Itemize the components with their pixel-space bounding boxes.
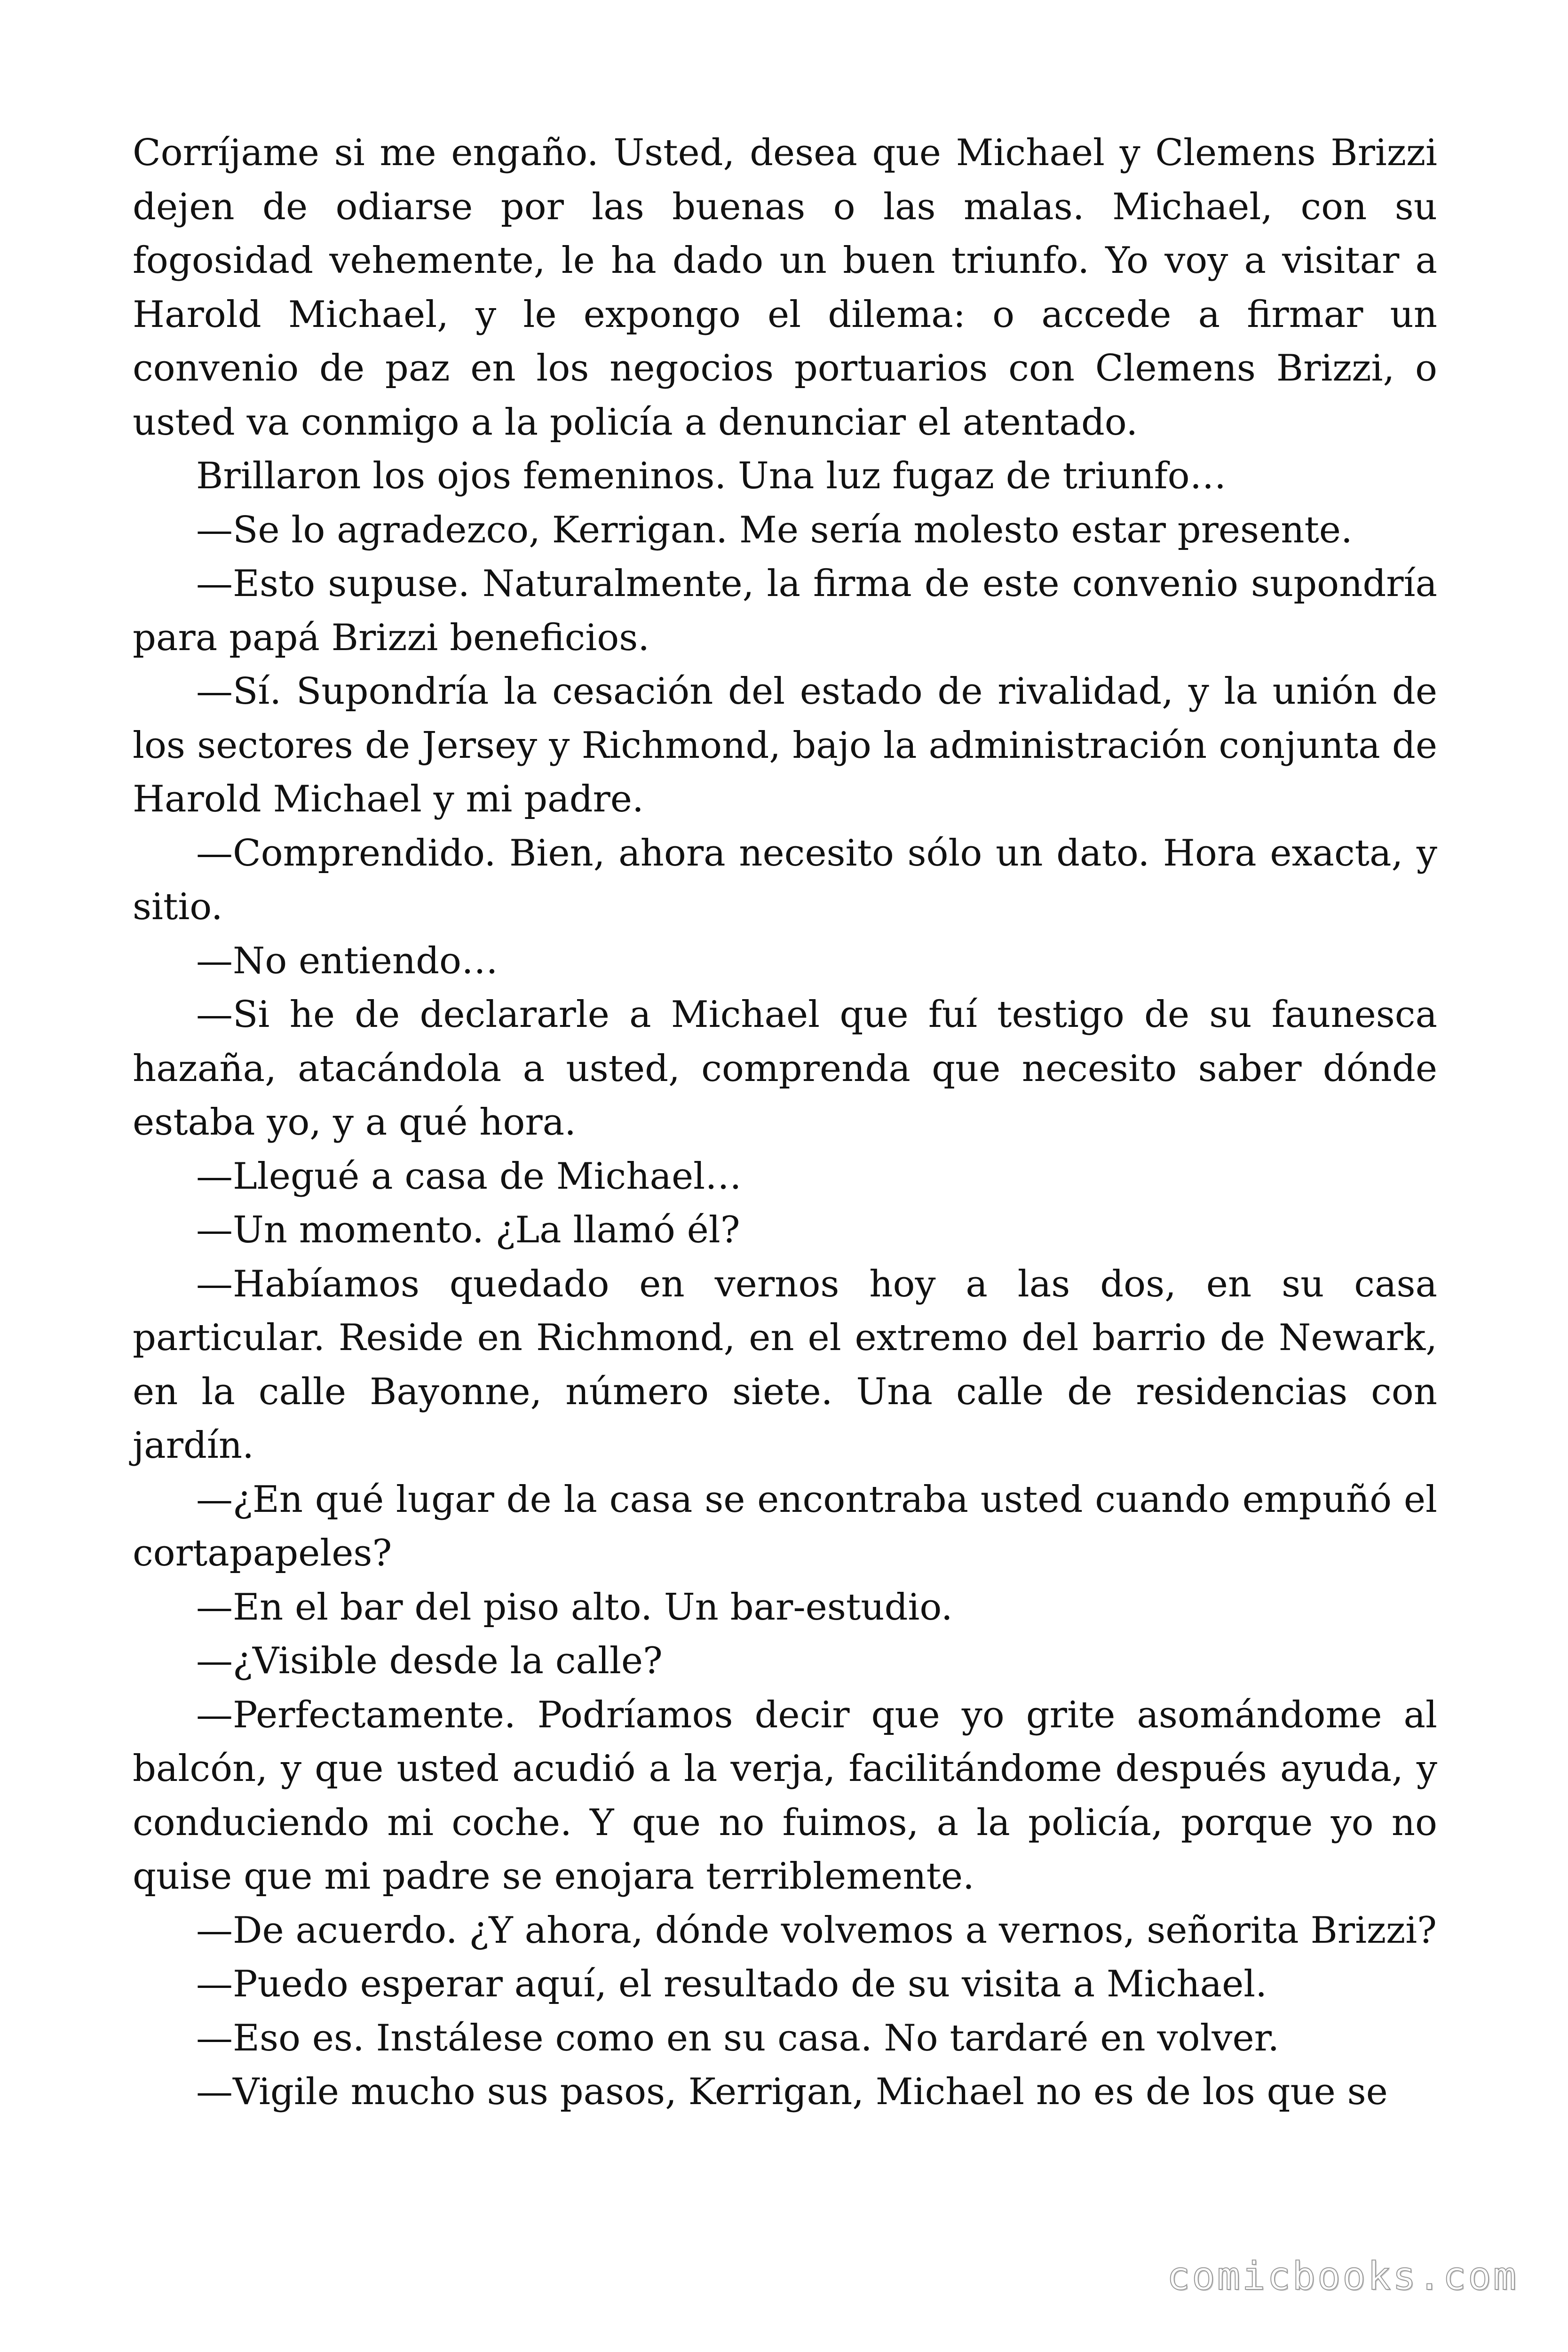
paragraph-19: —Vigile mucho sus pasos, Kerrigan, Michael no es de los que se <box>196 2071 1388 2113</box>
paragraph-2: Brillaron los ojos femeninos. Una luz fugaz de triunfo… <box>196 455 1227 497</box>
paragraph-14: —¿Visible desde la calle? <box>196 1640 663 1682</box>
paragraph-4: —Esto supuse. Naturalmente, la firma de este convenio supondría para papá Brizzi beneficios. <box>133 563 1437 659</box>
paragraph-11: —Habíamos quedado en vernos hoy a las dos, en su casa particular. Reside en Richmond, en el extremo del barrio de Newark, en la calle Bayonne, número siete. Una calle de residencias con jardín. <box>133 1263 1437 1467</box>
paragraph-18: —Eso es. Instálese como en su casa. No tardaré en volver. <box>196 2017 1280 2059</box>
watermark: comicbooks.com <box>1166 2254 1518 2299</box>
paragraph-12: —¿En qué lugar de la casa se encontraba usted cuando empuñó el cortapapeles? <box>133 1478 1437 1574</box>
paragraph-6: —Comprendido. Bien, ahora necesito sólo un dato. Hora exacta, y sitio. <box>133 832 1437 928</box>
paragraph-5: —Sí. Supondría la cesación del estado de rivalidad, y la unión de los sectores de Jersey y Richmond, bajo la administración conjunta de Harold Michael y mi padre. <box>133 670 1437 820</box>
paragraph-7: —No entiendo… <box>196 939 498 982</box>
paragraph-15: —Perfectamente. Podríamos decir que yo grite asomándome al balcón, y que usted acudió a la verja, facilitándome después ayuda, y conduciendo mi coche. Y que no fuimos, a la policía, porque yo no quise que mi padre se enojara terriblemente. <box>133 1693 1437 1898</box>
paragraph-8: —Si he de declararle a Michael que fuí testigo de su faunesca hazaña, atacándola a usted, comprenda que necesito saber dónde estaba yo, y a qué hora. <box>133 993 1437 1144</box>
paragraph-3: —Se lo agradezco, Kerrigan. Me sería molesto estar presente. <box>196 509 1353 551</box>
body-text <box>133 126 1437 2119</box>
paragraph-1: Corríjame si me engaño. Usted, desea que Michael y Clemens Brizzi dejen de odiarse por las buenas o las malas. Michael, con su fogosidad vehemente, le ha dado un buen triunfo. Yo voy a visitar a Harold Michael, y le expongo el dilema: o accede a firmar un convenio de paz en los negocios portuarios con Clemens Brizzi, o usted va conmigo a la policía a denunciar el atentado. <box>133 132 1437 444</box>
paragraph-10: —Un momento. ¿La llamó él? <box>196 1209 740 1251</box>
paragraph-17: —Puedo esperar aquí, el resultado de su visita a Michael. <box>196 1963 1267 2005</box>
paragraph-13: —En el bar del piso alto. Un bar-estudio. <box>196 1586 953 1629</box>
paragraph-9: —Llegué a casa de Michael… <box>196 1155 742 1198</box>
paragraph-16: —De acuerdo. ¿Y ahora, dónde volvemos a vernos, señorita Brizzi? <box>196 1909 1437 1952</box>
